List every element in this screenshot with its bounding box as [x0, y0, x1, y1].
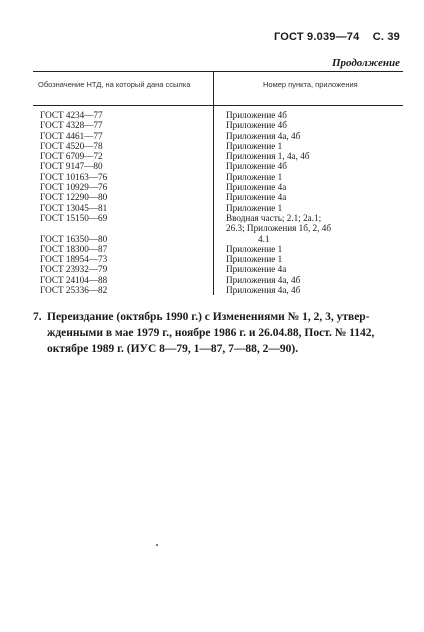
table-row: [40, 223, 107, 233]
table-cell: Вводная часть; 2.1; 2а.1;: [226, 212, 322, 223]
table-cell: Приложение 1: [226, 171, 283, 182]
column-header-clause: Номер пункта, приложения: [263, 80, 358, 89]
table-row: ГОСТ 6709—72: [40, 151, 103, 162]
table-row: ГОСТ 10163—76: [40, 171, 108, 182]
table-row: ГОСТ 13045—81: [40, 202, 108, 213]
table-cell: Приложение 4а: [226, 264, 287, 275]
note-number: 7.: [33, 311, 42, 323]
table-cell: Приложения 4а, 4б: [226, 274, 301, 285]
note-line: жденными в мае 1979 г., ноябре 1986 г. и 26.04.88, Пост. № 1142,: [47, 327, 375, 339]
note-line: Переиздание (октябрь 1990 г.) с Изменениями № 1, 2, 3, утвер-: [47, 311, 370, 323]
table-row: ГОСТ 4520—78: [40, 140, 103, 151]
page-number: С. 39: [372, 31, 400, 43]
table-cell: 26.3; Приложения 1б, 2, 4б: [226, 223, 332, 234]
table-cell: Приложение 1: [226, 243, 283, 254]
table-row: ГОСТ 4234—77: [40, 110, 103, 120]
table-cell: Приложения 4а, 4б: [226, 130, 301, 141]
table-row: ГОСТ 15150—69: [40, 212, 108, 223]
table-row: ГОСТ 4461—77: [40, 130, 103, 141]
table-column-divider: [213, 71, 214, 295]
table-cell: Приложение 4б: [226, 110, 287, 120]
table-row: ГОСТ 18300—87: [40, 243, 108, 254]
table-row: ГОСТ 23932—79: [40, 264, 108, 275]
print-speck: [156, 544, 158, 546]
table-row: ГОСТ 18954—73: [40, 254, 108, 265]
reissue-note: [33, 309, 405, 357]
table-top-rule: [33, 71, 403, 72]
table-cell: Приложение 1: [226, 254, 283, 265]
column-header-ntd: Обозначение НТД, на который дана ссылка: [38, 80, 191, 89]
table-cell: Приложения 4а, 4б: [226, 285, 301, 296]
clause-column: [226, 110, 331, 295]
standard-designation: ГОСТ 9.039—74: [273, 31, 360, 43]
table-row: ГОСТ 12290—80: [40, 192, 108, 203]
table-cell: Приложение 4б: [226, 120, 287, 131]
note-line: октябре 1989 г. (ИУС 8—79, 1—87, 7—88, 2—90).: [47, 343, 299, 355]
table-row: ГОСТ 4328—77: [40, 120, 103, 131]
table-cell: Приложение 1: [226, 140, 283, 151]
table-cell: Приложение 1: [226, 202, 283, 213]
table-cell: 4.1: [258, 233, 270, 244]
table-cell: Приложение 4а: [226, 182, 287, 193]
table-row: ГОСТ 25336—82: [40, 285, 108, 296]
table-header-rule: [33, 105, 403, 106]
table-row: ГОСТ 16350—80: [40, 233, 108, 244]
table-row: ГОСТ 24104—88: [40, 274, 108, 285]
ntd-column: [40, 110, 107, 295]
page-header: [264, 31, 400, 43]
continued-label: Продолжение: [331, 57, 400, 69]
table-row: ГОСТ 9147—80: [40, 161, 103, 172]
table-cell: Приложения 1, 4а, 4б: [226, 151, 310, 162]
table-cell: Приложение 4б: [226, 161, 287, 172]
table-row: ГОСТ 10929—76: [40, 182, 108, 193]
table-cell: Приложение 4а: [226, 192, 287, 203]
